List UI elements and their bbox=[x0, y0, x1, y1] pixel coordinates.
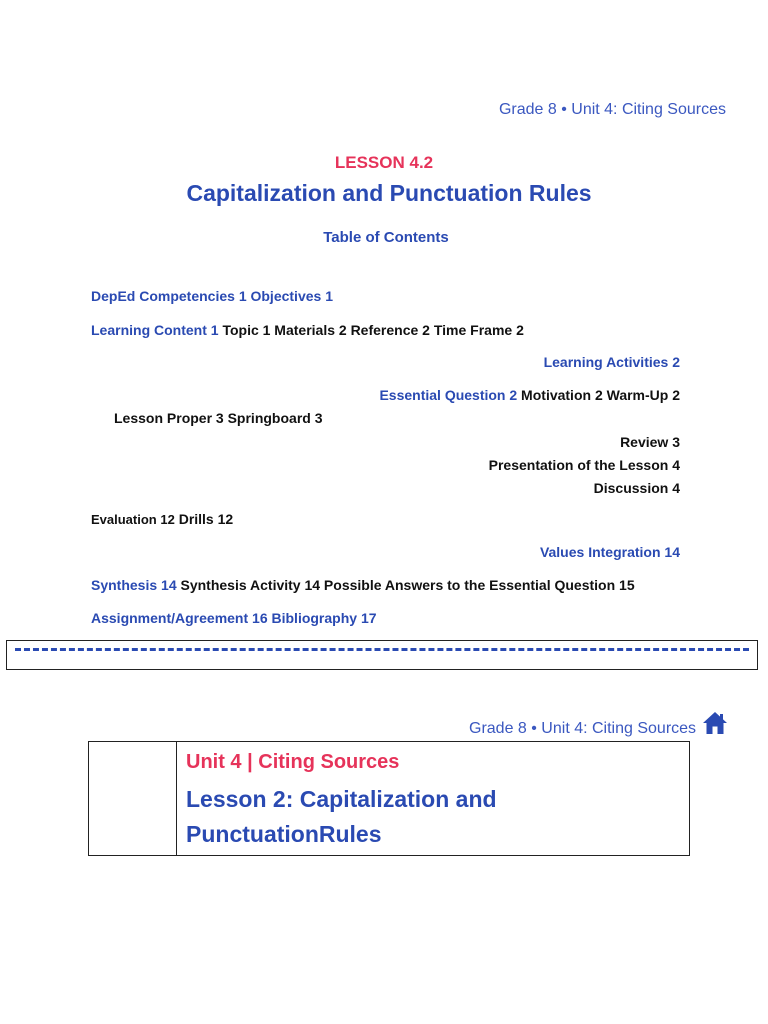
toc-text-drills[interactable]: Drills 12 bbox=[174, 511, 234, 527]
unit-banner bbox=[88, 741, 690, 856]
home-icon[interactable] bbox=[702, 710, 728, 736]
dashed-line bbox=[15, 648, 749, 651]
course-header: Grade 8 • Unit 4: Citing Sources bbox=[498, 101, 726, 118]
toc-link-competencies[interactable]: DepEd Competencies 1 Objectives 1 bbox=[91, 288, 333, 304]
toc-line-learning-content[interactable] bbox=[91, 322, 524, 338]
toc-line-values-integration[interactable] bbox=[540, 544, 680, 560]
page-divider bbox=[6, 640, 758, 670]
toc-text-lesson-proper[interactable]: Lesson Proper 3 Springboard 3 bbox=[114, 410, 323, 426]
toc-link-essential-question[interactable]: Essential Question 2 bbox=[379, 387, 518, 403]
toc-link-learning-content[interactable]: Learning Content 1 bbox=[91, 322, 219, 338]
lesson-title: Capitalization and Punctuation Rules bbox=[186, 180, 592, 206]
toc-link-synthesis[interactable]: Synthesis 14 bbox=[91, 577, 177, 593]
toc-text-presentation[interactable]: Presentation of the Lesson 4 bbox=[488, 457, 680, 473]
toc-line-presentation[interactable] bbox=[489, 457, 680, 473]
toc-title: Table of Contents bbox=[323, 229, 449, 246]
toc-text-synthesis-activity[interactable]: Synthesis Activity 14 Possible Answers to the Essential Question 15 bbox=[176, 577, 635, 593]
toc-link-learning-activities[interactable]: Learning Activities 2 bbox=[543, 354, 680, 370]
unit-label: Unit 4 | Citing Sources bbox=[186, 751, 400, 773]
toc-link-values-integration[interactable]: Values Integration 14 bbox=[539, 544, 680, 560]
toc-line-assignment[interactable] bbox=[91, 610, 377, 626]
toc-text-discussion[interactable]: Discussion 4 bbox=[593, 480, 680, 496]
lesson-number: LESSON 4.2 bbox=[334, 153, 434, 172]
toc-line-evaluation[interactable] bbox=[91, 511, 233, 527]
toc-line-lesson-proper[interactable] bbox=[114, 410, 323, 426]
toc-line-learning-activities[interactable] bbox=[544, 354, 680, 370]
toc-text-motivation[interactable]: Motivation 2 Warm-Up 2 bbox=[517, 387, 680, 403]
toc-text-topics[interactable]: Topic 1 Materials 2 Reference 2 Time Frame 2 bbox=[218, 322, 524, 338]
toc-text-evaluation[interactable]: Evaluation 12 bbox=[91, 512, 175, 527]
unit-lesson-title: Lesson 2: Capitalization and PunctuationRules bbox=[186, 786, 497, 847]
toc-line-competencies[interactable] bbox=[91, 288, 333, 304]
course-header-2: Grade 8 • Unit 4: Citing Sources bbox=[469, 720, 697, 737]
toc-line-essential-question[interactable] bbox=[379, 387, 680, 403]
banner-divider bbox=[176, 742, 177, 855]
toc-link-assignment[interactable]: Assignment/Agreement 16 Bibliography 17 bbox=[91, 610, 377, 626]
toc-line-review[interactable] bbox=[620, 434, 680, 450]
toc-line-discussion[interactable] bbox=[594, 480, 680, 496]
toc-line-synthesis[interactable] bbox=[91, 577, 635, 593]
toc-text-review[interactable]: Review 3 bbox=[620, 434, 680, 450]
